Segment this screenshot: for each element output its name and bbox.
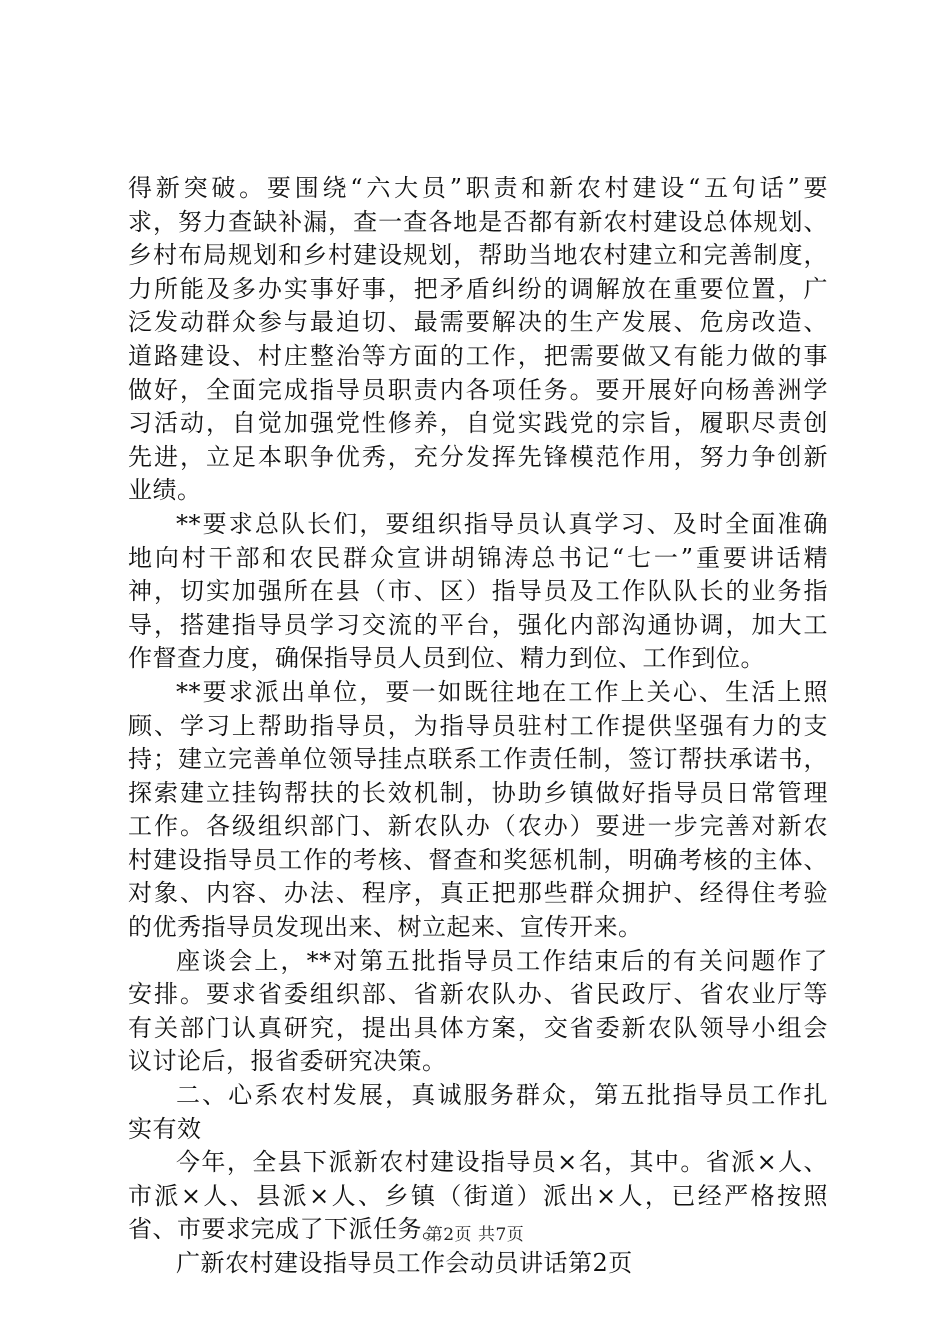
paragraph-first-line: **要求派出单位，要一如既往地在工作上关心、生活上照 — [176, 677, 828, 706]
text-line: 村建设指导员工作的考核、督查和奖惩机制，明确考核的主体、 — [128, 845, 828, 874]
text-line: 工作。各级组织部门、新农队办（农办）要进一步完善对新农 — [128, 812, 828, 841]
text-line: 有关部门认真研究，提出具体方案，交省委新农队领导小组会 — [128, 1013, 828, 1042]
page-number-footer: 第2页 共7页 — [425, 1225, 525, 1245]
text-line: 道路建设、村庄整治等方面的工作，把需要做又有能力做的事 — [128, 341, 828, 370]
text-line: 顾、学习上帮助指导员，为指导员驻村工作提供坚强有力的支 — [128, 711, 828, 740]
text-line: 持；建立完善单位领导挂点联系工作责任制，签订帮扶承诺书， — [128, 745, 828, 774]
text-line: 探索建立挂钩帮扶的长效机制，协助乡镇做好指导员日常管理 — [128, 778, 828, 807]
section-heading-line: 二、心系农村发展，真诚服务群众，第五批指导员工作扎 — [176, 1081, 828, 1110]
text-line: 得新突破。要围绕“六大员”职责和新农村建设“五句话”要 — [128, 174, 828, 202]
text-line: 习活动，自觉加强党性修养，自觉实践党的宗旨，履职尽责创 — [128, 409, 828, 438]
paragraph-first-line: 座谈会上，**对第五批指导员工作结束后的有关问题作了 — [176, 946, 828, 975]
text-line: 乡村布局规划和乡村建设规划，帮助当地农村建立和完善制度， — [128, 241, 828, 270]
text-line: 神，切实加强所在县（市、区）指导员及工作队队长的业务指 — [128, 577, 828, 606]
text-line: 先进，立足本职争优秀，充分发挥先锋模范作用，努力争创新 — [128, 442, 828, 471]
text-line: 求，努力查缺补漏，查一查各地是否都有新农村建设总体规划、 — [128, 207, 828, 236]
running-title-line: 广新农村建设指导员工作会动员讲话第2页 — [176, 1249, 633, 1277]
text-line: 安排。要求省委组织部、省新农队办、省民政厅、省农业厅等 — [128, 980, 828, 1009]
section-heading-line: 实有效 — [128, 1114, 202, 1143]
text-line: 泛发动群众参与最迫切、最需要解决的生产发展、危房改造、 — [128, 308, 828, 337]
text-line: 的优秀指导员发现出来、树立起来、宣传开来。 — [128, 913, 643, 942]
document-body — [128, 172, 828, 1281]
text-line: 业绩。 — [128, 476, 202, 505]
text-line: 力所能及多办实事好事，把矛盾纠纷的调解放在重要位置，广 — [128, 274, 828, 303]
text-line: 地向村干部和农民群众宣讲胡锦涛总书记“七一”重要讲话精 — [128, 543, 828, 572]
paragraph-first-line: 今年，全县下派新农村建设指导员×名，其中。省派×人、 — [176, 1148, 828, 1177]
text-line: 对象、内容、办法、程序，真正把那些群众拥护、经得住考验 — [128, 879, 828, 908]
text-line: 市派×人、县派×人、乡镇（街道）派出×人，已经严格按照 — [128, 1181, 828, 1210]
text-line: 省、市要求完成了下派任务。 — [128, 1215, 447, 1244]
text-line: 做好，全面完成指导员职责内各项任务。要开展好向杨善洲学 — [128, 375, 828, 404]
text-line: 议讨论后，报省委研究决策。 — [128, 1047, 447, 1076]
text-line: 作督查力度，确保指导员人员到位、精力到位、工作到位。 — [128, 644, 765, 673]
paragraph-first-line: **要求总队长们，要组织指导员认真学习、及时全面准确 — [176, 509, 828, 538]
text-line: 导，搭建指导员学习交流的平台，强化内部沟通协调，加大工 — [128, 610, 828, 639]
